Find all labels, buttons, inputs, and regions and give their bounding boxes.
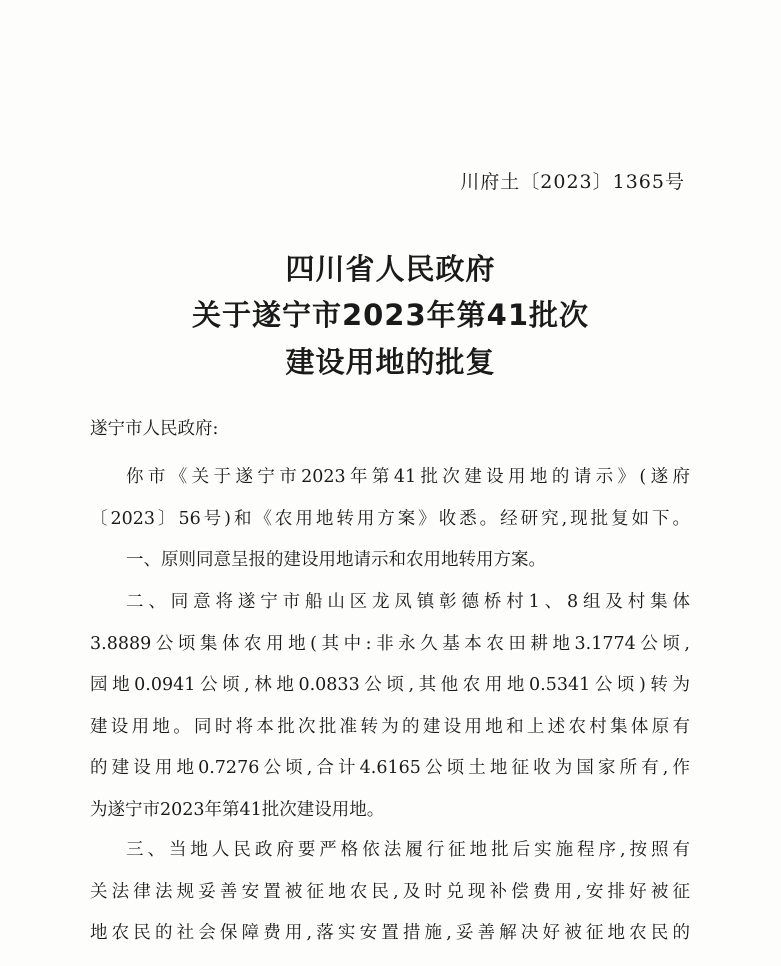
paragraph-line: 为遂宁市2023年第41批次建设用地。 [90,799,385,820]
title-line-1: 四川省人民政府 [285,252,496,286]
salutation: 遂宁市人民政府: [90,419,219,439]
paragraph-line: 三、当地人民政府要严格依法履行征地批后实施程序,按照有 [126,840,690,860]
paragraph-line: 你市《关于遂宁市2023年第41批次建设用地的请示》(遂府 [126,467,690,487]
paragraph-line: 建设用地。同时将本批次批准转为的建设用地和上述农村集体原有 [90,716,690,737]
paragraph-4 [90,830,690,955]
paragraph-2 [90,540,690,582]
paragraph-line: 一、原则同意呈报的建设用地请示和农用地转用方案。 [126,550,546,570]
paragraph-line: 3.8889公顷集体农用地(其中:非永久基本农田耕地3.1774公顷, [90,633,690,654]
paragraph-line: 〔2023〕56号)和《农用地转用方案》收悉。经研究,现批复如下。 [90,508,690,529]
paragraph-line: 地农民的社会保障费用,落实安置措施,妥善解决好被征地农民的 [90,923,690,943]
paragraph-line: 的建设用地0.7276公顷,合计4.6165公顷土地征收为国家所有,作 [90,758,690,778]
paragraph-3 [90,582,690,831]
paragraph-line: 关法律法规妥善安置被征地农民,及时兑现补偿费用,安排好被征 [90,881,690,902]
title-line-2: 关于遂宁市2023年第41批次 [191,298,590,332]
paragraph-line: 园地0.0941公顷,林地0.0833公顷,其他农用地0.5341公顷)转为 [90,675,690,695]
paragraph-1 [90,457,690,540]
title-line-3: 建设用地的批复 [285,345,496,379]
document-number: 川府土〔2023〕1365号 [460,171,685,193]
paragraph-line: 二、同意将遂宁市船山区龙凤镇彰德桥村1、8组及村集体 [126,592,690,612]
